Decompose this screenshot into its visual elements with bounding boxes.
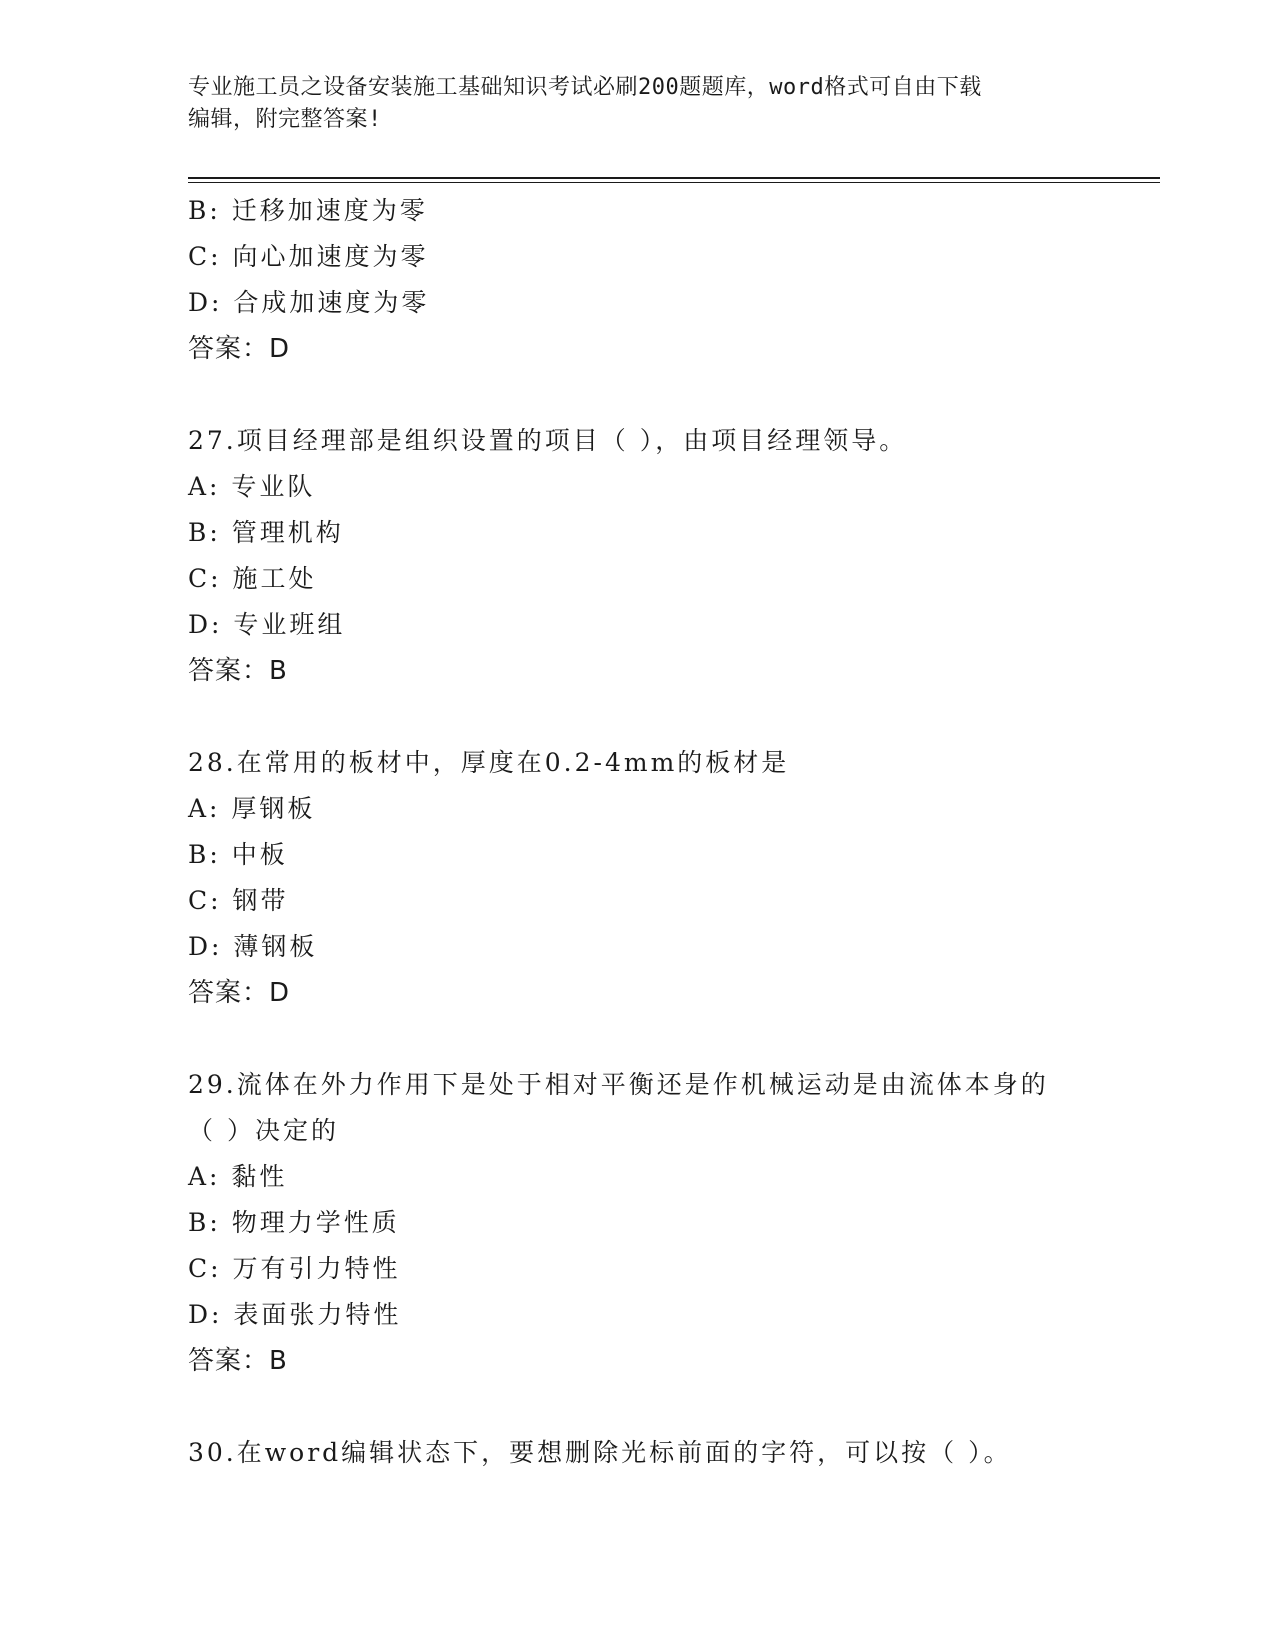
option-b: B: 管理机构: [188, 518, 344, 547]
option-d: D: 合成加速度为零: [188, 288, 430, 317]
option-b: B: 物理力学性质: [188, 1208, 400, 1237]
header-line-2: 编辑，附完整答案!: [188, 107, 382, 132]
header-line-1: 专业施工员之设备安装施工基础知识考试必刷200题题库，word格式可自由下载: [188, 75, 982, 100]
header-divider-thick: [188, 177, 1160, 179]
option-a: A: 专业队: [188, 472, 316, 501]
document-header: [188, 72, 1088, 136]
question-list: [188, 188, 1108, 1476]
header-divider-thin: [188, 182, 1160, 183]
option-c: C: 万有引力特性: [188, 1254, 401, 1283]
question-title-line-1: 29.流体在外力作用下是处于相对平衡还是作机械运动是由流体本身的: [188, 1070, 1049, 1099]
option-c: C: 施工处: [188, 564, 317, 593]
question-title: 28.在常用的板材中，厚度在0.2-4mm的板材是: [188, 748, 790, 777]
answer: 答案：D: [188, 978, 291, 1008]
option-a: A: 黏性: [188, 1162, 288, 1191]
option-b: B: 迁移加速度为零: [188, 196, 428, 225]
spacer: [188, 372, 1108, 418]
answer: 答案：B: [188, 656, 288, 686]
spacer: [188, 1384, 1108, 1430]
option-c: C: 向心加速度为零: [188, 242, 429, 271]
spacer: [188, 694, 1108, 740]
question-title: 30.在word编辑状态下，要想删除光标前面的字符，可以按（ ）。: [188, 1438, 1012, 1467]
option-b: B: 中板: [188, 840, 288, 869]
answer: 答案：B: [188, 1346, 288, 1376]
question-28: [188, 740, 1108, 1016]
option-a: A: 厚钢板: [188, 794, 316, 823]
option-c: C: 钢带: [188, 886, 289, 915]
question-27: [188, 418, 1108, 694]
option-d: D: 专业班组: [188, 610, 346, 639]
option-d: D: 表面张力特性: [188, 1300, 402, 1329]
spacer: [188, 1016, 1108, 1062]
answer: 答案：D: [188, 334, 291, 364]
option-d: D: 薄钢板: [188, 932, 318, 961]
question-30: [188, 1430, 1108, 1476]
question-title-line-2: （ ）决定的: [188, 1116, 339, 1145]
question-title: 27.项目经理部是组织设置的项目（ ），由项目经理领导。: [188, 426, 908, 455]
question-26: [188, 188, 1108, 372]
question-29: [188, 1062, 1108, 1384]
